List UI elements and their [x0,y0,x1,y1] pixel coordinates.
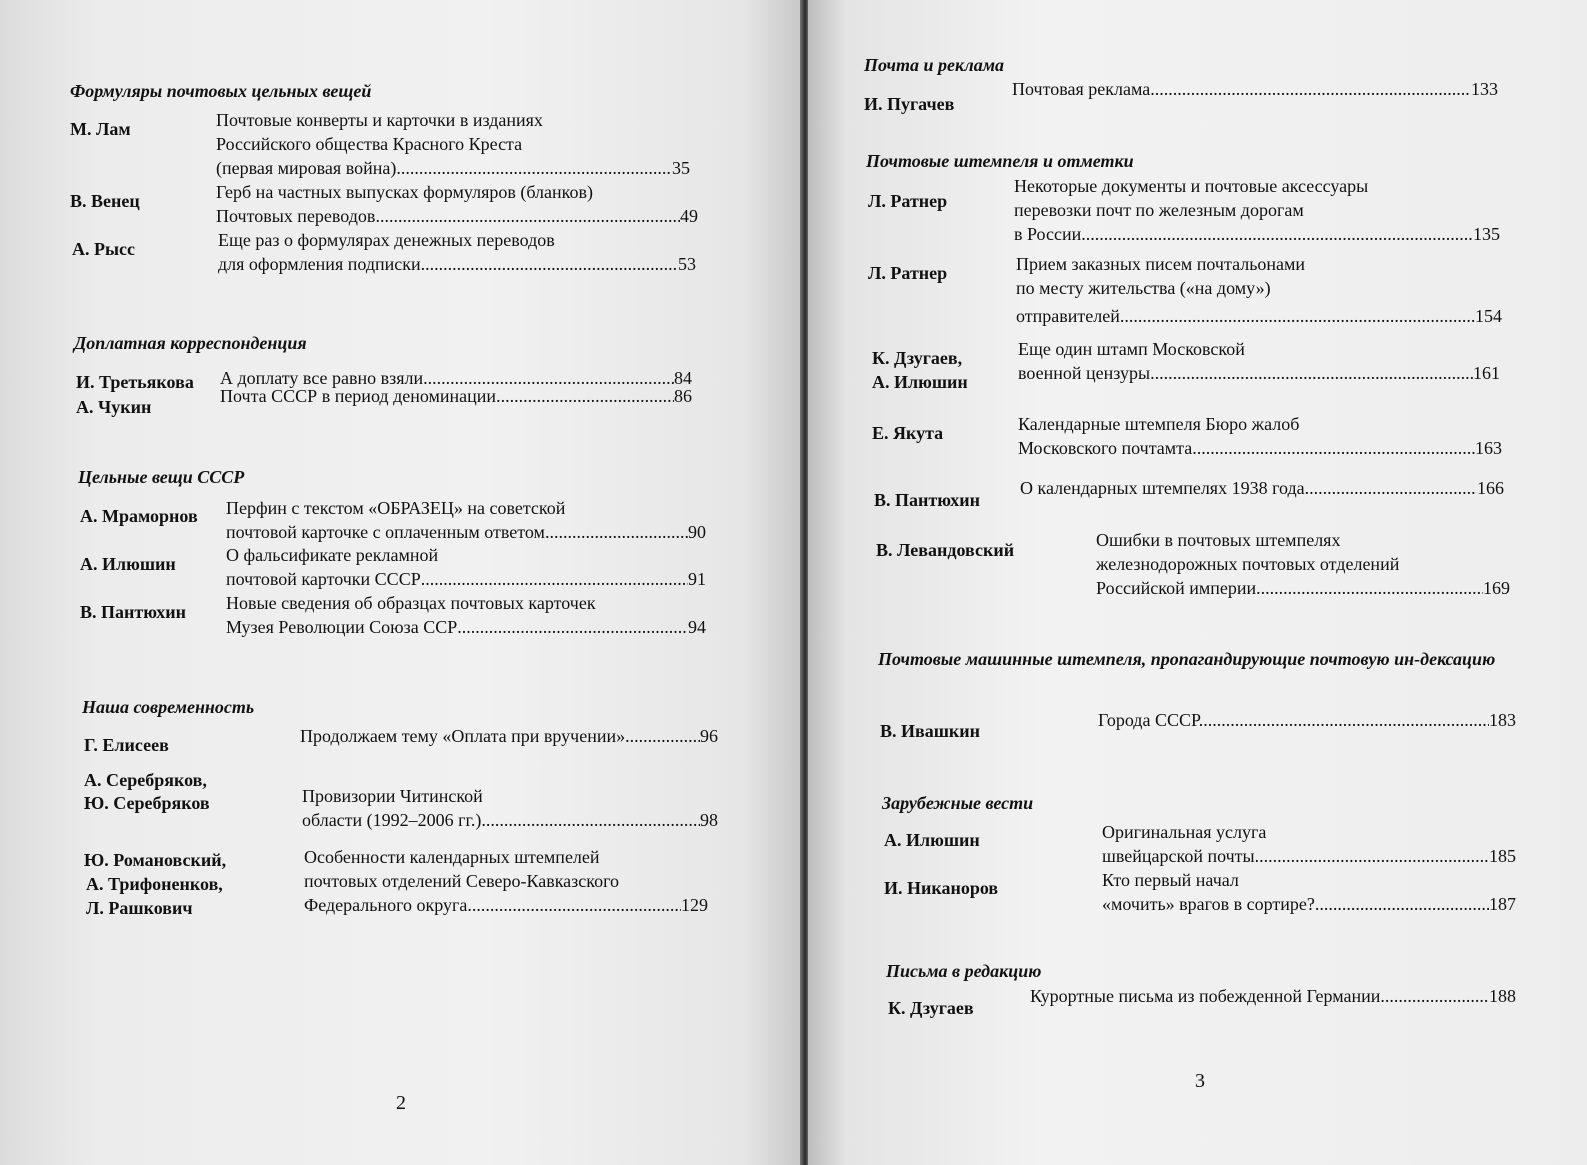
title-line: Прием заказных писем почтальонами [1016,254,1306,274]
entry-author: А. Рысс [72,239,136,259]
entry-author: К. Дзугаев, [872,348,963,368]
page-ref: 53 [678,254,696,274]
entry-author: И. Пугачев [864,94,955,114]
section-heading: Почтовые штемпеля и отметки [866,151,1134,171]
entry-title[interactable] [226,591,706,639]
leader-dots [1256,576,1483,600]
section-heading: Формуляры почтовых цельных вещей [70,81,372,101]
title-line: почтовых отделений Северо-Кавказского [304,871,620,891]
entry-title[interactable] [1016,252,1502,328]
leader-dots [421,252,678,276]
leader-dots [1081,222,1473,246]
section-heading: Доплатная корреспонденция [74,333,307,353]
title-line: перевозки почт по железным дорогам [1014,200,1304,220]
leader-dots [375,204,680,228]
page-number: 2 [396,1092,406,1114]
entry-author: А. Трифоненков, [86,874,223,894]
entry-title[interactable] [226,543,706,591]
page-ref: 84 [674,368,692,388]
title-line: в России ..... 135 [1014,222,1500,246]
entry-author: Г. Елисеев [84,735,169,755]
title-line: О фальсификате рекламной [226,545,439,565]
page-ref: 133 [1471,79,1498,99]
page-ref: 86 [674,386,692,406]
entry-title[interactable] [1014,174,1500,246]
title-line: почтовой карточки СССР ..... 91 [226,567,706,591]
title-line: Почтовая реклама ..... 133 [1012,77,1498,101]
page-ref: 161 [1473,363,1500,383]
entry-title[interactable] [1012,77,1498,101]
section-heading: Цельные вещи СССР [78,467,245,487]
entry-author: Л. Ратнер [868,191,948,211]
leader-dots [1315,892,1489,916]
entry-author: Л. Рашкович [86,898,193,918]
title-line: Музея Революции Союза ССР ..... 94 [226,615,706,639]
page-ref: 94 [688,617,706,637]
page-ref: 129 [681,895,708,915]
title-line: Российской империи ..... 169 [1096,576,1510,600]
leader-dots [396,156,672,180]
title-line: (первая мировая война) ..... 35 [216,156,690,180]
right-page [808,0,1587,1165]
page-ref: 91 [688,569,706,589]
title-line: А доплату все равно взяли ..... 84 [220,366,692,390]
entry-title[interactable] [216,180,698,228]
title-line: Кто первый начал [1102,870,1239,890]
title-line: Почта СССР в период деноминации ..... 86 [220,384,692,408]
entry-author: А. Илюшин [872,372,968,392]
entry-author: В. Венец [70,191,140,211]
title-line: отправителей ..... 154 [1016,304,1502,328]
page-ref: 90 [688,522,706,542]
entry-author: М. Лам [70,119,131,139]
entry-author: А. Илюшин [884,830,980,850]
entry-author: И. Никаноров [884,878,999,898]
title-line: Особенности календарных штемпелей [304,847,600,867]
title-line: Оригинальная услуга [1102,822,1267,842]
page-ref: 183 [1489,710,1516,730]
title-line: почтовой карточке с оплаченным ответом ..... 90 [226,520,706,544]
page-number: 3 [1195,1070,1205,1092]
title-line: Ошибки в почтовых штемпелях [1096,530,1341,550]
entry-title[interactable] [1020,476,1504,500]
leader-dots [457,615,688,639]
title-line: швейцарской почты ..... 185 [1102,844,1516,868]
title-line: Календарные штемпеля Бюро жалоб [1018,414,1300,434]
entry-author: Ю. Романовский, [84,850,227,870]
leader-dots [1150,361,1473,385]
leader-dots [467,893,681,917]
page-ref: 185 [1489,846,1516,866]
leader-dots [545,520,688,544]
page-ref: 169 [1483,578,1510,598]
entry-title[interactable] [302,784,718,832]
page-ref: 98 [700,810,718,830]
entry-title[interactable] [218,228,696,276]
leader-dots [481,808,700,832]
entry-title[interactable] [304,845,708,917]
entry-title[interactable] [1018,337,1500,385]
title-line: Некоторые документы и почтовые аксессуары [1014,176,1369,196]
page-ref: 135 [1473,224,1500,244]
entry-title[interactable] [220,384,692,408]
page-ref: 35 [672,158,690,178]
title-line: Еще раз о формулярах денежных переводов [218,230,555,250]
leader-dots [1380,984,1489,1008]
title-line: Продолжаем тему «Оплата при вручении» ..... 96 [300,724,718,748]
page-ref: 163 [1475,438,1502,458]
entry-author: К. Дзугаев [888,998,974,1018]
entry-author: В. Пантюхин [874,490,981,510]
section-heading: Почта и реклама [864,55,1005,75]
page-ref: 96 [700,726,718,746]
section-heading: Зарубежные вести [882,793,1034,813]
leader-dots [1305,476,1477,500]
title-line: О календарных штемпелях 1938 года ..... 166 [1020,476,1504,500]
entry-author: Ю. Серебряков [84,793,210,813]
entry-author: А. Серебряков, [84,770,207,790]
page-ref: 166 [1477,478,1504,498]
leader-dots [421,567,688,591]
entry-title[interactable] [300,724,718,748]
entry-title[interactable] [226,496,706,544]
leader-dots [1120,304,1475,328]
page-ref: 154 [1475,306,1502,326]
entry-author: В. Левандовский [876,540,1015,560]
title-line: Еще один штамп Московской [1018,339,1245,359]
title-line: военной цензуры ..... 161 [1018,361,1500,385]
entry-author: А. Мраморнов [80,506,198,526]
leader-dots [496,384,674,408]
title-line: по месту жительства («на дому») [1016,278,1271,298]
entry-title[interactable] [1030,984,1516,1008]
entry-title[interactable] [1018,412,1502,460]
title-line: области (1992–2006 гг.) ..... 98 [302,808,718,832]
title-line: Почтовые конверты и карточки в изданиях [216,110,543,130]
leader-dots [625,724,700,748]
page-ref: 188 [1489,986,1516,1006]
entry-title[interactable] [216,108,690,180]
title-line: Почтовых переводов ..... 49 [216,204,698,228]
section-heading: Наша современность [82,697,255,717]
page-ref: 187 [1489,894,1516,914]
entry-author: И. Третьякова [76,372,194,392]
entry-author: Е. Якута [872,423,944,443]
title-line: железнодорожных почтовых отделений [1096,554,1400,574]
section-heading: Письма в редакцию [886,961,1042,981]
entry-title[interactable] [1098,708,1516,732]
entry-title[interactable] [1096,528,1510,600]
title-line: для оформления подписки ..... 53 [218,252,696,276]
page-ref: 49 [680,206,698,226]
title-line: «мочить» врагов в сортире? ..... 187 [1102,892,1516,916]
leader-dots [1255,844,1489,868]
leader-dots [1150,77,1471,101]
title-line: Курортные письма из побежденной Германии ..... 188 [1030,984,1516,1008]
title-line: Новые сведения об образцах почтовых карточек [226,593,596,613]
title-line: Герб на частных выпусках формуляров (бланков) [216,182,593,202]
title-line: Российского общества Красного Креста [216,134,523,154]
title-line: Московского почтамта ..... 163 [1018,436,1502,460]
entry-title[interactable] [1102,868,1516,916]
entry-title[interactable] [1102,820,1516,868]
title-line: Федерального округа ..... 129 [304,893,708,917]
entry-author: А. Илюшин [80,554,176,574]
title-line: Провизории Читинской [302,786,483,806]
section-heading: Почтовые машинные штемпеля, пропагандирующие почтовую ин-дексацию [878,649,1496,669]
entry-author: Л. Ратнер [868,263,948,283]
entry-author: В. Ивашкин [880,721,981,741]
title-line: Города СССР. ..... 183 [1098,708,1516,732]
title-line: Перфин с текстом «ОБРАЗЕЦ» на советской [226,498,566,518]
entry-author: В. Пантюхин [80,602,187,622]
entry-author: А. Чукин [76,397,152,417]
leader-dots [1192,436,1475,460]
leader-dots [1203,708,1489,732]
